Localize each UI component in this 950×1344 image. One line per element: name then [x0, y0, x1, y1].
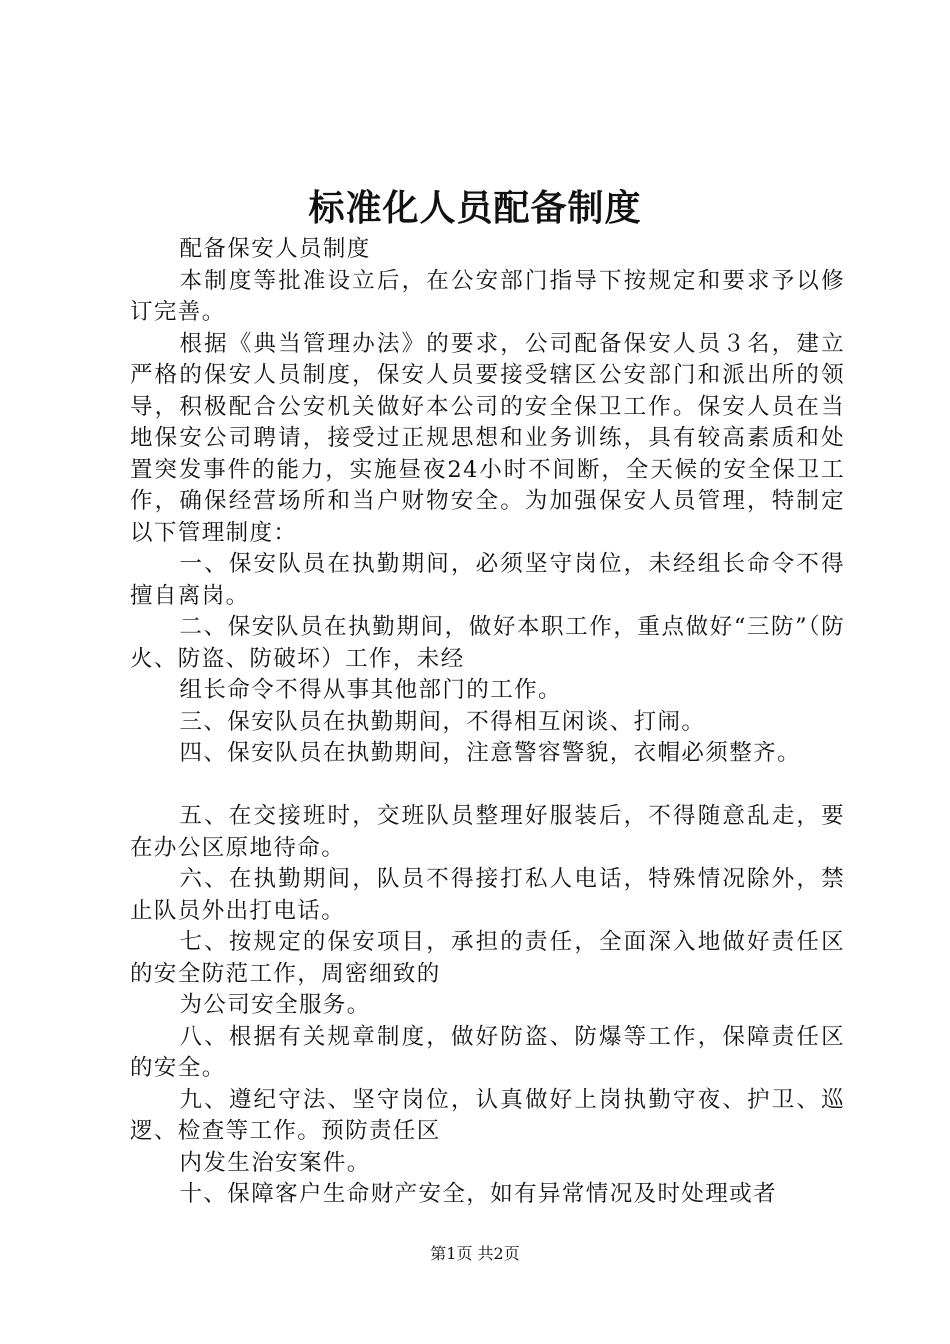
paragraph-main: 根据《典当管理办法》的要求，公司配备保安人员３名，建立严格的保安人员制度，保安人员要接受辖区公安部门和派出所的领导，积极配合公安机关做好本公司的安全保卫工作。保安人员在当地保安公司聘请，接受过正规思想和业务训练，具有较高素质和处置突发事件的能力，实施昼夜24小时不间断，全天候的安全保卫工作，确保经营场所和当户财物安全。为加强保安人员管理，特制定以下管理制度： — [130, 330, 845, 546]
rule-item-4: 四、保安队员在执勤期间，注意警容警貌，衣帽必须整齐。 — [179, 740, 801, 766]
rule-item-5: 五、在交接班时，交班队员整理好服装后，不得随意乱走，要在办公区原地待命。 — [130, 803, 845, 861]
paragraph-subtitle: 配备保安人员制度 — [179, 236, 371, 262]
rule-item-8: 八、根据有关规章制度，做好防盗、防爆等工作，保障责任区的安全。 — [130, 1023, 845, 1081]
rule-item-6: 六、在执勤期间，队员不得接打私人电话，特殊情况除外，禁止队员外出打电话。 — [130, 866, 845, 924]
rule-item-10: 十、保障客户生命财产安全，如有异常情况及时处理或者 — [179, 1181, 778, 1207]
document-body — [130, 234, 845, 1211]
rule-item-9: 九、遵纪守法、坚守岗位，认真做好上岗执勤守夜、护卫、巡逻、检查等工作。预防责任区 — [130, 1086, 845, 1144]
rule-item-3: 三、保安队员在执勤期间，不得相互闲谈、打闹。 — [179, 708, 706, 735]
rule-item-7: 七、按规定的保安项目，承担的责任，全面深入地做好责任区的安全防范工作，周密细致的 — [130, 929, 845, 987]
rule-item-9-continued: 内发生治安案件。 — [179, 1149, 371, 1176]
document-title: 标准化人员配备制度 — [308, 187, 642, 229]
blank-line — [130, 770, 845, 802]
rule-item-7-continued: 为公司安全服务。 — [179, 992, 371, 1018]
paragraph-intro: 本制度等批准设立后，在公安部门指导下按规定和要求予以修订完善。 — [130, 267, 845, 325]
rule-item-1: 一、保安队员在执勤期间，必须坚守岗位，未经组长命令不得擅自离岗。 — [130, 551, 845, 609]
rule-item-2: 二、保安队员在执勤期间，做好本职工作，重点做好“三防”（防火、防盗、防破坏）工作，未经 — [130, 614, 845, 672]
rule-item-2-continued: 组长命令不得从事其他部门的工作。 — [179, 677, 562, 703]
page-number-footer: 第1页 共2页 — [430, 1244, 520, 1263]
